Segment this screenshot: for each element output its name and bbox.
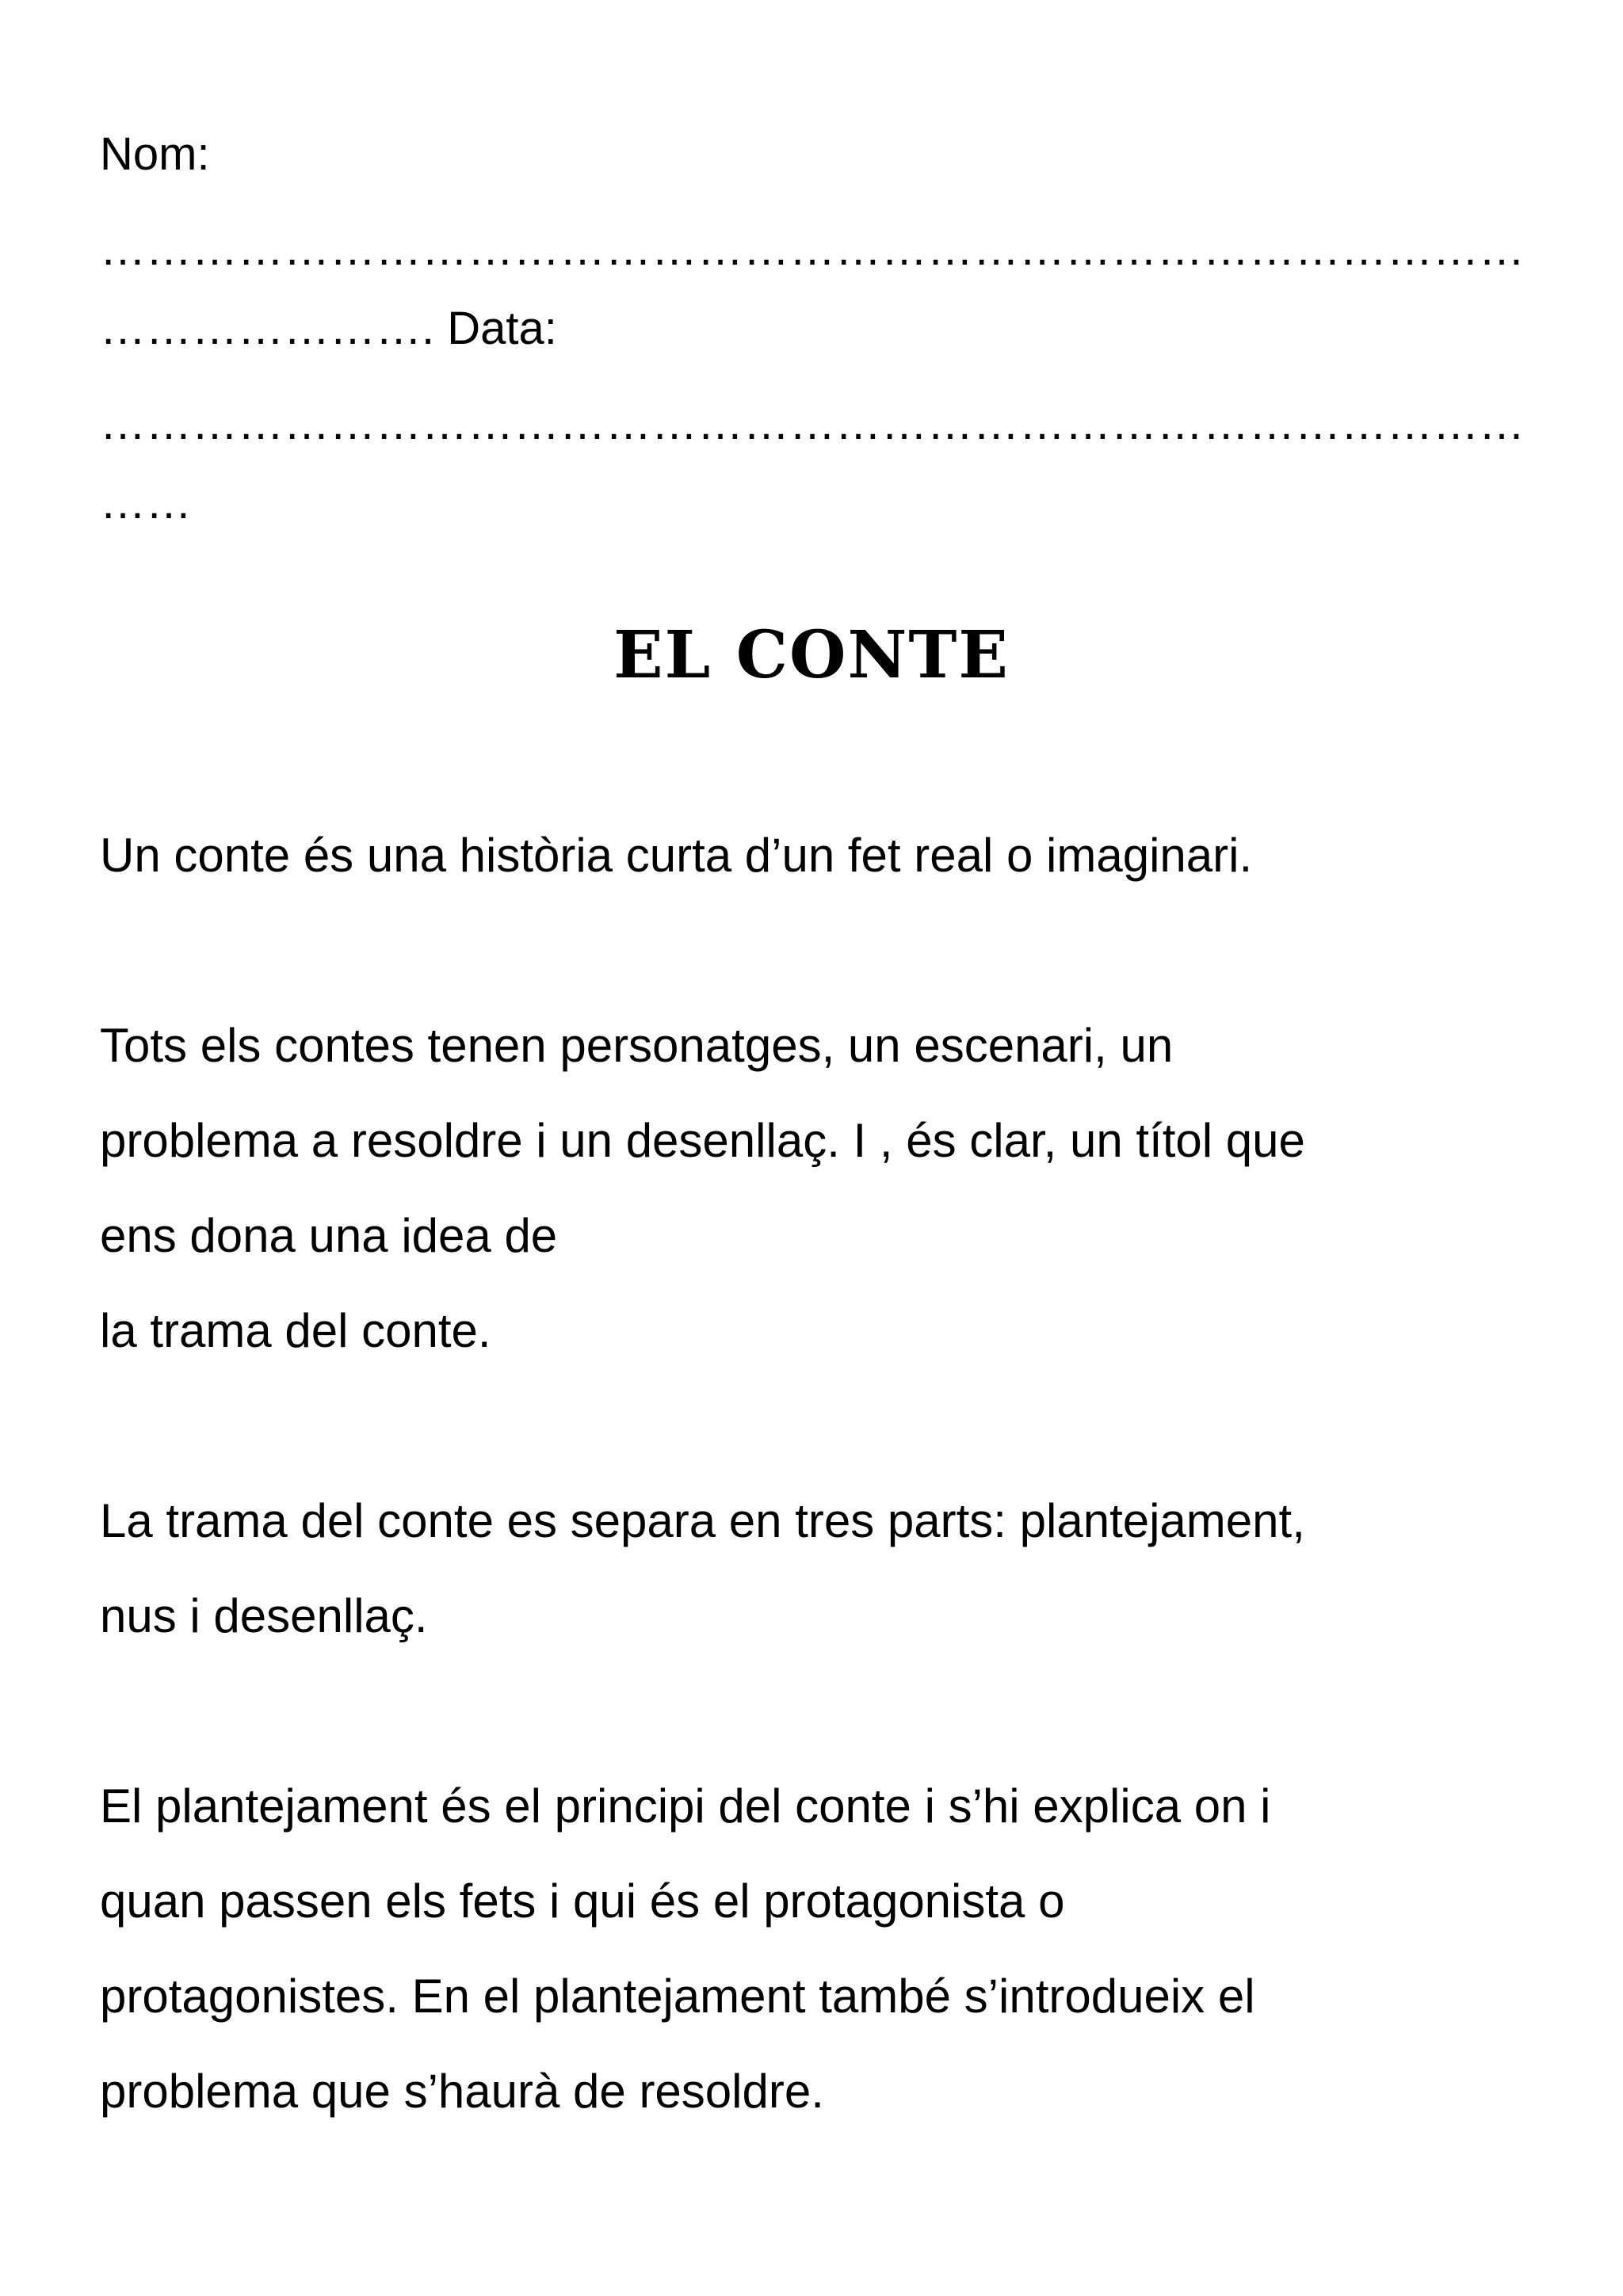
paragraph-2-line-4: la trama del conte. (100, 1304, 491, 1357)
paragraph-3-line-2: nus i desenllaç. (100, 1589, 428, 1642)
paragraph-3-line-1: La trama del conte es separa en tres parts: plantejament, (100, 1494, 1305, 1547)
paragraph-4-line-3: protagonistes. En el plantejament també s’introdueix el (100, 1970, 1255, 2023)
name-dots-continuation: …………………. (100, 303, 435, 354)
paragraph-1-line-1: Un conte és una història curta d’un fet real o imaginari. (100, 829, 1253, 882)
paragraph-2-line-3: ens dona una idea de (100, 1209, 558, 1262)
date-dotted-line (100, 398, 1525, 449)
paragraph-2-line-1: Tots els contes tenen personatges, un escenari, un (100, 1019, 1174, 1072)
date-dots: ………………………………………………………………………………… (100, 398, 1525, 449)
date-label: Data: (447, 303, 557, 354)
date-line (100, 303, 557, 354)
page-title: EL CONTE (613, 617, 1010, 693)
paragraph-4-line-1: El plantejament és el principi del conte i s’hi explica on i (100, 1779, 1271, 1833)
paragraph-4-line-2: quan passen els fets i qui és el protagonista o (100, 1875, 1065, 1928)
date-dotted-line-end (100, 477, 192, 528)
paragraph-4-line-4: problema que s’haurà de resoldre. (100, 2065, 824, 2118)
name-dotted-line (100, 223, 1525, 275)
date-dots-end: …… (100, 477, 192, 528)
name-label: Nom: (100, 128, 210, 180)
name-dots: ………………………………………………………………………………… (100, 223, 1525, 275)
paragraph-2-line-2: problema a resoldre i un desenllaç. I , és clar, un títol que (100, 1114, 1305, 1167)
